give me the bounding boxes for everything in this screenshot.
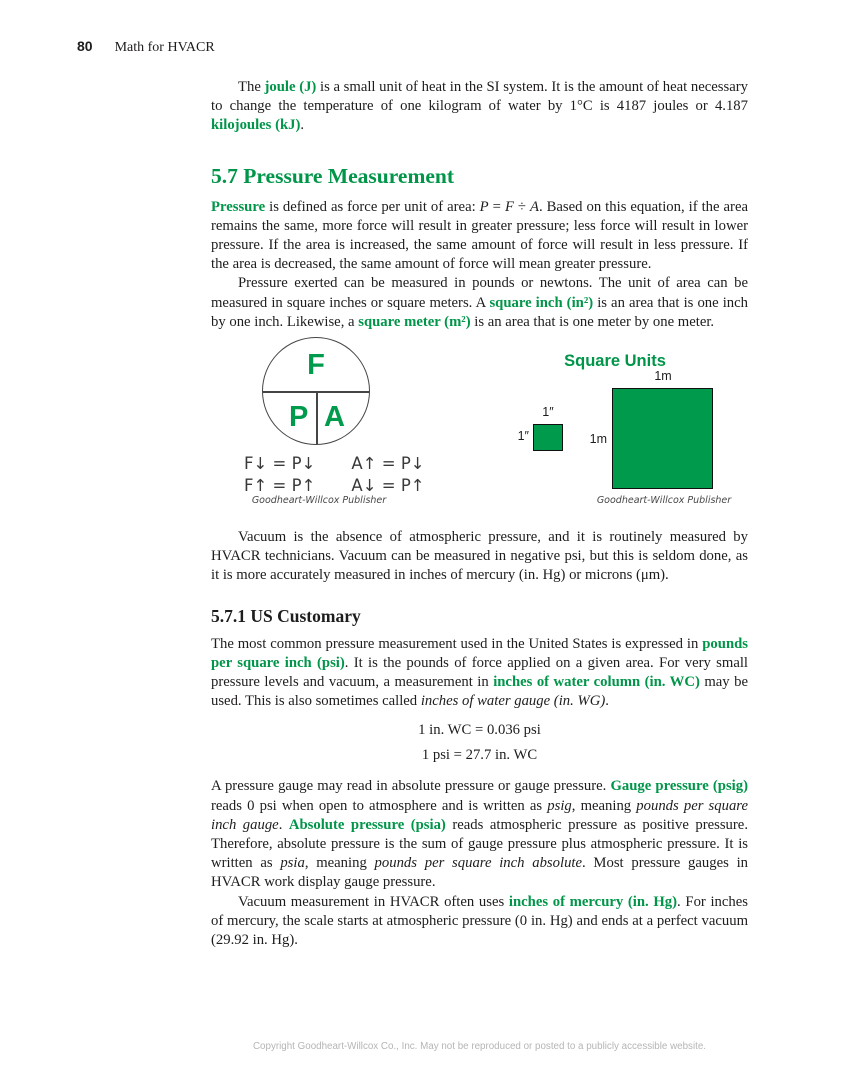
text-segment: pounds per square inch absolute — [374, 855, 583, 872]
conversion-equations — [211, 718, 748, 768]
text-segment: pounds per square inch gauge — [211, 797, 748, 833]
vacuum-measurement-paragraph — [211, 893, 748, 951]
text-segment: square meter (m²) — [358, 313, 471, 330]
equation-psi-to-inwc: 1 psi = 27.7 in. WC — [421, 747, 538, 764]
circle-figure-credit: Goodheart-Willcox Publisher — [251, 495, 387, 507]
text-segment: reads atmospheric pressure as positive pressure. Therefore, absolute pressure is the sum of gauge pressure plus atmospheric pressure. It is written as — [211, 816, 748, 872]
text-segment: , meaning — [304, 855, 375, 872]
text-segment: . Based on this equation, if the area remains the same, more force will result in greater pressure; less force will result in lower pressure. If the area is increased, the same amount of force will result in less pressure. If the area is decreased, the same amount of force will mean greater pressure. — [211, 198, 748, 273]
book-title: Math for HVACR — [114, 40, 215, 55]
equation-inwc-to-psi: 1 in. WC = 0.036 psi — [418, 722, 541, 739]
text-segment: square inch (in²) — [489, 294, 594, 311]
square-figure-credit: Goodheart-Willcox Publisher — [596, 495, 732, 507]
text-segment: inches of water column (in. WC) — [493, 674, 700, 691]
text-segment: is an area that is one inch by one inch. Likewise, a — [211, 294, 748, 330]
intro-paragraph — [211, 78, 748, 136]
text-segment: Pressure exerted can be measured in pounds or newtons. The unit of area can be measured in square inches or square meters. A — [211, 275, 748, 311]
formula-a-up: A↑ = P↓ — [351, 454, 425, 474]
text-segment: The — [238, 79, 265, 95]
text-segment: . It is the pounds of force applied on a given area. For very small pressure levels and vacuum, a measurement in — [211, 654, 748, 691]
text-segment: = — [488, 198, 505, 215]
text-segment: . — [300, 117, 305, 134]
psi-paragraph — [211, 635, 748, 712]
running-head — [77, 38, 215, 56]
text-segment: Gauge pressure (psig) — [610, 778, 748, 795]
gauge-absolute-pressure-paragraph — [211, 777, 748, 892]
formula-f-down: F↓ = P↓ — [244, 454, 316, 474]
formula-a-down: A↓ = P↑ — [351, 476, 425, 496]
text-segment: P — [479, 198, 489, 215]
text-segment: joule (J) — [264, 79, 317, 95]
text-segment: F — [504, 198, 514, 215]
copyright-footer: Copyright Goodheart-Willcox Co., Inc. May not be reproduced or posted to a publicly accessible website. — [252, 1041, 707, 1052]
text-segment: inches of mercury (in. Hg) — [508, 893, 678, 910]
pressure-definition-paragraph — [211, 198, 748, 275]
section-5-7-1-heading: 5.7.1 US Customary — [211, 605, 361, 626]
text-segment: may be used. This is also sometimes called — [211, 674, 748, 710]
one-inch-square — [533, 424, 563, 451]
text-segment: psig — [547, 797, 572, 814]
pressure-letter: P — [289, 401, 309, 434]
text-segment: The most common pressure measurement used in the United States is expressed in — [211, 635, 703, 652]
page-number: 80 — [77, 38, 93, 54]
small-square-left-label: 1″ — [517, 429, 529, 444]
text-segment: Vacuum measurement in HVACR often uses — [238, 893, 509, 910]
small-square-top-label: 1″ — [542, 405, 554, 420]
text-segment: Absolute pressure (psia) — [288, 816, 446, 833]
text-segment: ÷ — [513, 198, 530, 215]
pfa-relationship-formulas — [244, 454, 425, 495]
text-segment: . Most pressure gauges in HVACR work display gauge pressure. — [211, 855, 748, 891]
text-segment: reads 0 psi when open to atmosphere and is written as — [211, 797, 548, 814]
text-segment: is a small unit of heat in the SI system. It is the amount of heat necessary to change the temperature of one kilogram of water by 1°C is 4187 joules or 4.187 — [211, 79, 748, 115]
large-square-top-label: 1m — [654, 369, 672, 384]
text-segment: . — [605, 693, 609, 710]
section-5-7-heading: 5.7 Pressure Measurement — [211, 163, 455, 188]
text-segment: A — [529, 198, 539, 215]
text-segment: is defined as force per unit of area: — [265, 198, 480, 215]
force-letter: F — [307, 349, 325, 382]
area-letter: A — [324, 401, 345, 434]
vacuum-paragraph — [211, 528, 748, 586]
text-segment: kilojoules (kJ) — [211, 117, 301, 134]
square-units-title: Square Units — [564, 352, 666, 371]
square-units-paragraph — [211, 274, 748, 332]
text-segment: A pressure gauge may read in absolute pressure or gauge pressure. — [211, 778, 611, 795]
one-meter-square — [612, 388, 713, 489]
text-segment: . — [278, 816, 289, 833]
text-segment: . For inches of mercury, the scale starts at atmospheric pressure (0 in. Hg) and ends at a perfect vacuum (29.92 in. Hg). — [211, 893, 748, 949]
pfa-circle-diagram — [262, 337, 370, 445]
circle-vertical-divider — [316, 391, 318, 444]
formula-f-up: F↑ = P↑ — [244, 476, 316, 496]
text-segment: inches of water gauge (in. WG) — [420, 693, 606, 710]
text-segment: is an area that is one meter by one meter. — [470, 313, 715, 330]
figures-row — [211, 336, 748, 514]
text-segment: Pressure — [211, 198, 266, 215]
text-column — [211, 78, 748, 950]
text-segment: Vacuum is the absence of atmospheric pressure, and it is routinely measured by HVACR technicians. Vacuum can be measured in negative psi, but this is seldom done, as it is more accurately measured in inches of mercury (in. Hg) or microns (μm). — [211, 529, 748, 584]
large-square-left-label: 1m — [589, 432, 607, 447]
text-segment: pounds per square inch (psi) — [211, 635, 748, 671]
text-segment: , meaning — [571, 797, 637, 814]
text-segment: psia — [280, 855, 305, 872]
